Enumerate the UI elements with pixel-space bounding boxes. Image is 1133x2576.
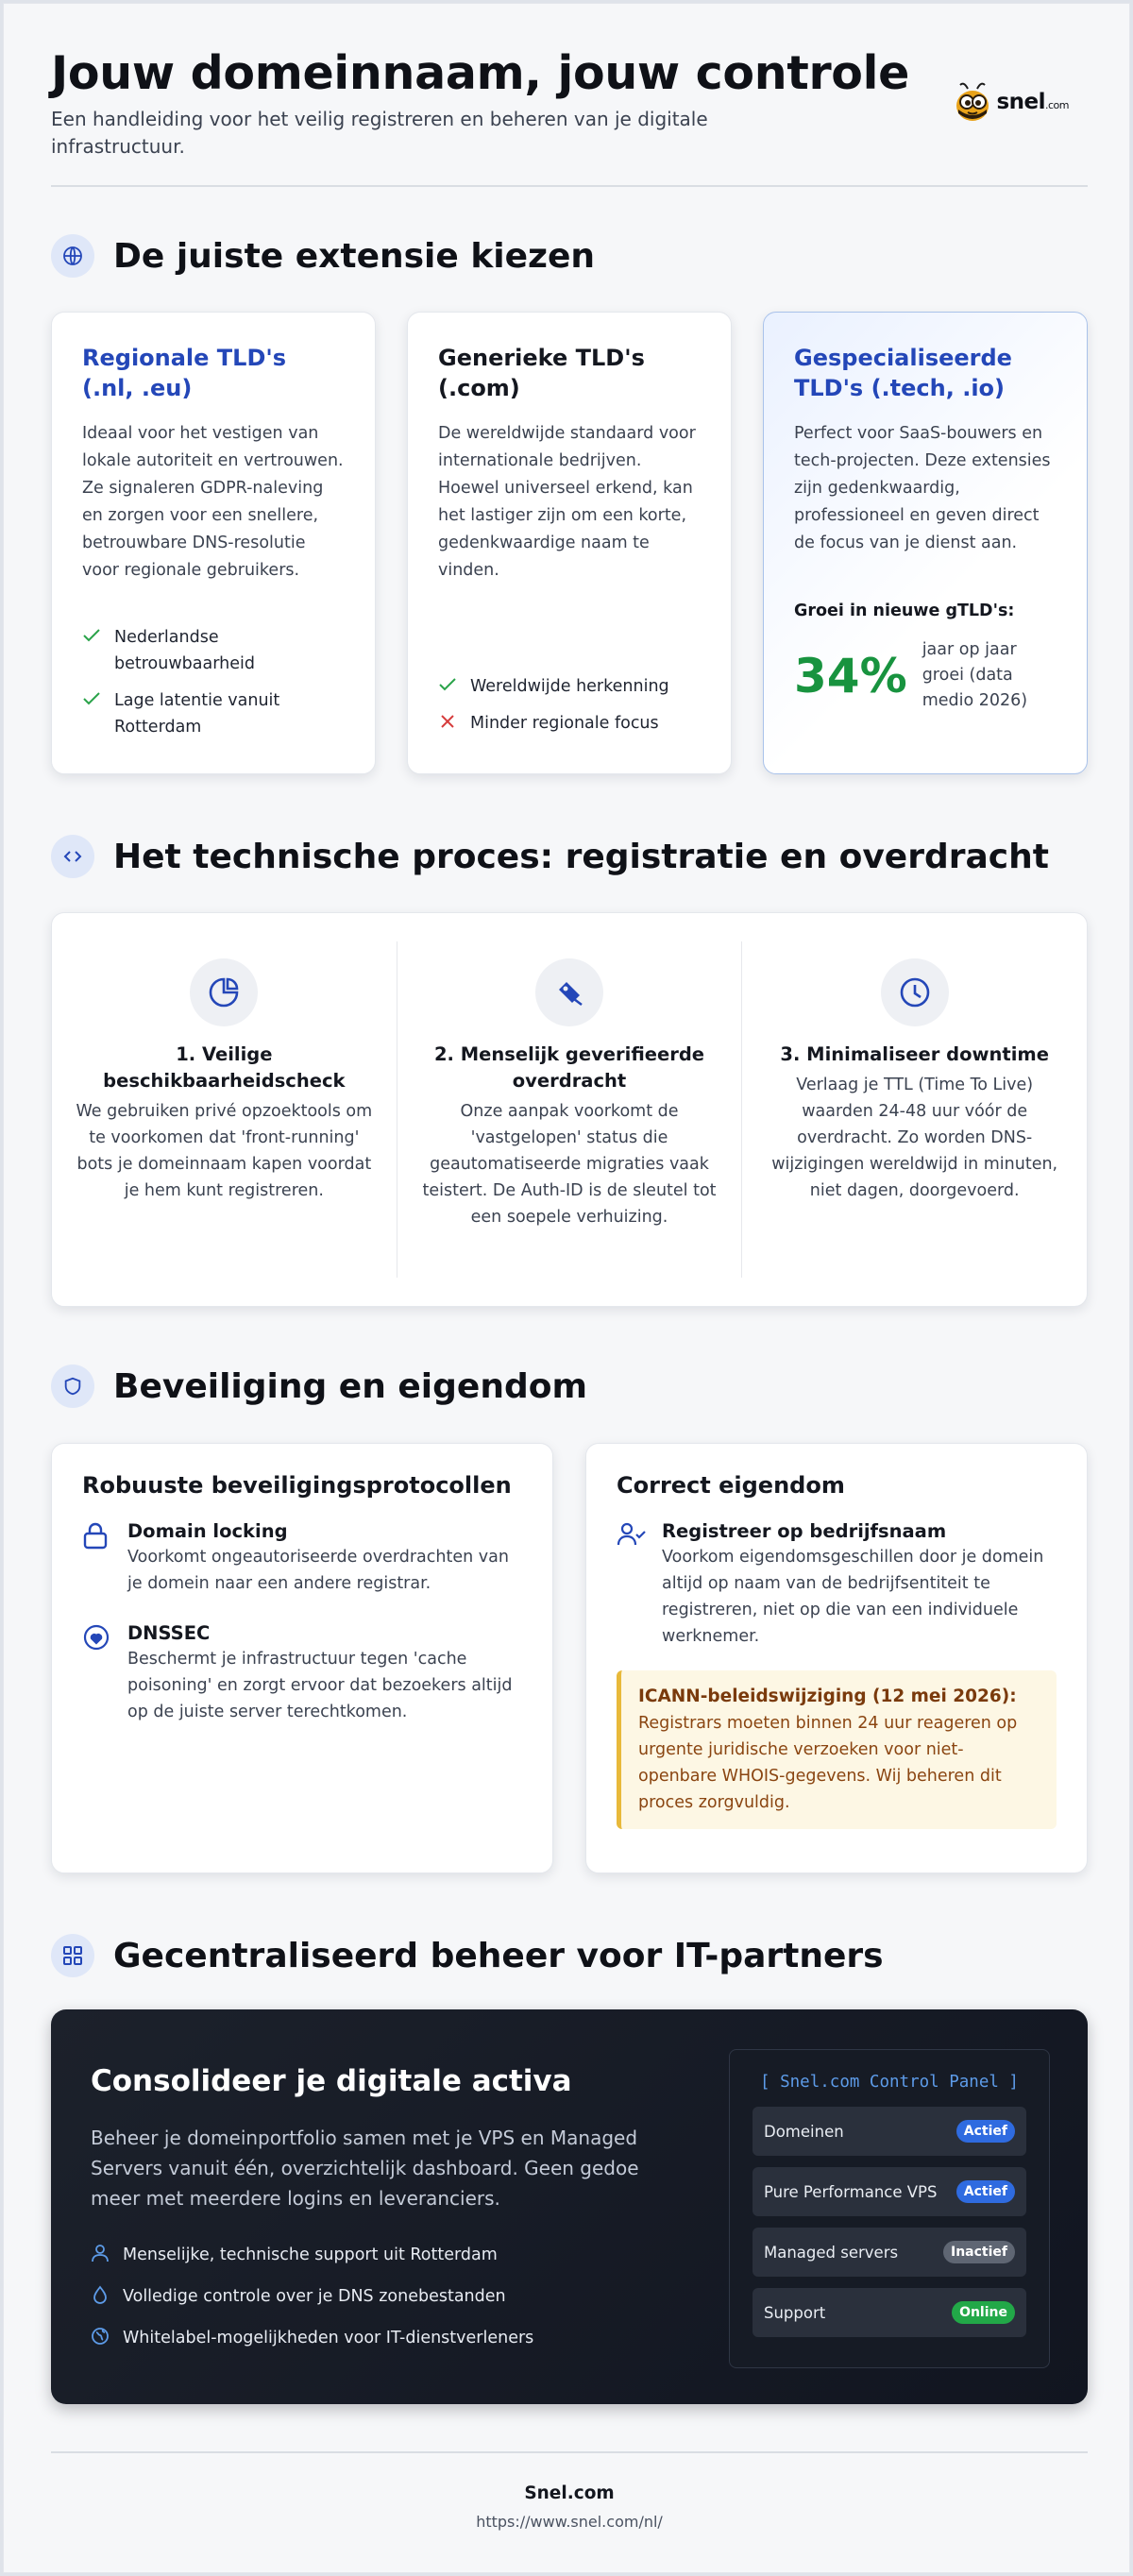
process-step bbox=[742, 941, 1087, 1278]
page-footer bbox=[51, 2451, 1088, 2531]
page-subtitle: Een handleiding voor het veilig registreren en beheren van je digitale infrastructuur. bbox=[51, 108, 708, 158]
step-body: We gebruiken privé opzoektools om te voorkomen dat 'front-running' bots je domeinnaam kapen voordat je hem kunt registreren. bbox=[76, 1102, 373, 1200]
item-title: DNSSEC bbox=[127, 1622, 211, 1644]
brand-logo[interactable] bbox=[955, 81, 1069, 123]
section-heading-security bbox=[51, 1364, 587, 1408]
item-title: Registreer op bedrijfsnaam bbox=[662, 1520, 947, 1542]
control-panel-row[interactable] bbox=[753, 2167, 1026, 2216]
section-heading-process bbox=[51, 835, 1049, 878]
page-title: Jouw domeinnaam, jouw controle bbox=[51, 46, 910, 100]
footer-url[interactable]: https://www.snel.com/nl/ bbox=[476, 2513, 663, 2531]
list-item: Menselijke, technische support uit Rotterdam bbox=[91, 2234, 533, 2276]
feature-list bbox=[82, 624, 356, 751]
tld-card-generic bbox=[407, 312, 732, 774]
lock-icon bbox=[82, 1519, 112, 1597]
tld-card-specialized bbox=[763, 312, 1088, 774]
section-title: Beveiliging en eigendom bbox=[113, 1366, 587, 1406]
cross-icon bbox=[438, 710, 457, 728]
card-title: Gespecialiseerde TLD's (.tech, .io) bbox=[794, 345, 1012, 401]
check-icon bbox=[82, 624, 101, 642]
globe-icon bbox=[91, 2327, 110, 2350]
step-title: 2. Menselijk geverifieerde overdracht bbox=[433, 1043, 705, 1092]
feature-list bbox=[91, 2234, 533, 2359]
panel-title: Consolideer je digitale activa bbox=[91, 2064, 572, 2098]
control-panel-row[interactable] bbox=[753, 2107, 1026, 2156]
panel-description: Beheer je domeinportfolio samen met je VPS en Managed Servers vanuit één, overzichtelijk dashboard. Geen gedoe meer met meerdere logins en leveranciers. bbox=[91, 2127, 639, 2210]
status-badge: Actief bbox=[956, 2180, 1015, 2203]
step-body: Onze aanpak voorkomt de 'vastgelopen' status die geautomatiseerde migraties vaak teistert. De Auth-ID is de sleutel tot een soepele verhuizing. bbox=[422, 1102, 717, 1227]
list-item: Whitelabel-mogelijkheden voor IT-dienstverleners bbox=[91, 2317, 533, 2359]
droplet-icon bbox=[91, 2285, 110, 2309]
footer-name: Snel.com bbox=[524, 2483, 615, 2503]
control-panel-title: [ Snel.com Control Panel ] bbox=[760, 2073, 1019, 2092]
shield-search-icon bbox=[190, 958, 258, 1026]
step-title: 3. Minimaliseer downtime bbox=[780, 1043, 1049, 1065]
process-card bbox=[51, 912, 1088, 1307]
bee-mascot-icon bbox=[955, 81, 992, 123]
card-title: Regionale TLD's (.nl, .eu) bbox=[82, 345, 287, 401]
notice-body: Registrars moeten binnen 24 uur reageren op urgente juridische verzoeken voor niet-openbare WHOIS-gegevens. Wij beheren dit proces zorgvuldig. bbox=[638, 1714, 1018, 1812]
step-title: 1. Veilige beschikbaarheidscheck bbox=[103, 1043, 346, 1092]
tld-card-regional bbox=[51, 312, 376, 774]
status-badge: Online bbox=[952, 2301, 1015, 2324]
notice-title: ICANN-beleidswijziging (12 mei 2026): bbox=[638, 1686, 1017, 1706]
page bbox=[3, 3, 1130, 2573]
page-header bbox=[51, 45, 1088, 187]
list-item: Wereldwijde herkenning bbox=[438, 673, 712, 700]
process-step bbox=[52, 941, 397, 1278]
control-panel-row[interactable] bbox=[753, 2228, 1026, 2277]
status-badge: Inactief bbox=[943, 2241, 1015, 2263]
growth-label: Groei in nieuwe gTLD's: bbox=[794, 602, 1015, 620]
management-panel bbox=[51, 2009, 1088, 2404]
growth-stat bbox=[794, 637, 1036, 714]
ownership-card bbox=[585, 1443, 1088, 1873]
section-title: Het technische proces: registratie en overdracht bbox=[113, 837, 1049, 876]
security-item bbox=[82, 1519, 522, 1597]
feature-list bbox=[438, 673, 712, 747]
section-heading-extensions bbox=[51, 234, 595, 278]
check-icon bbox=[82, 687, 101, 705]
user-icon bbox=[91, 2244, 110, 2267]
shield-heart-icon bbox=[82, 1621, 112, 1725]
card-title: Robuuste beveiligingsprotocollen bbox=[82, 1472, 512, 1499]
growth-note: jaar op jaar groei (data medio 2026) bbox=[922, 640, 1028, 710]
logo-text: snel.com bbox=[996, 90, 1069, 114]
clock-icon bbox=[881, 958, 949, 1026]
ownership-item bbox=[617, 1519, 1057, 1650]
list-item: Minder regionale focus bbox=[438, 710, 712, 737]
step-body: Verlaag je TTL (Time To Live) waarden 24-48 uur vóór de overdracht. Zo worden DNS-wijzigingen wereldwijd in minuten, niet dagen, doorgevoerd. bbox=[771, 1076, 1058, 1200]
item-body: Voorkom eigendomsgeschillen door je domein altijd op naam van de bedrijfsentiteit te registreren, niet op die van een individuele werknemer. bbox=[662, 1548, 1044, 1646]
row-label: Support bbox=[764, 2303, 826, 2322]
globe-icon bbox=[51, 234, 94, 278]
check-icon bbox=[438, 673, 457, 691]
item-title: Domain locking bbox=[127, 1520, 288, 1542]
row-label: Managed servers bbox=[764, 2243, 899, 2262]
tag-key-icon bbox=[535, 958, 603, 1026]
section-title: De juiste extensie kiezen bbox=[113, 236, 596, 276]
card-body: De wereldwijde standaard voor internationale bedrijven. Hoewel universeel erkend, kan het lastiger zijn om een korte, gedenkwaardige naam te vinden. bbox=[438, 424, 696, 580]
process-step bbox=[397, 941, 743, 1278]
grid-icon bbox=[51, 1934, 94, 1977]
item-body: Voorkomt ongeautoriseerde overdrachten van je domein naar een andere registrar. bbox=[127, 1548, 509, 1593]
section-heading-management bbox=[51, 1934, 884, 1977]
card-title: Generieke TLD's (.com) bbox=[438, 345, 645, 401]
status-badge: Actief bbox=[956, 2120, 1015, 2143]
card-body: Perfect voor SaaS-bouwers en tech-projecten. Deze extensies zijn gedenkwaardig, professioneel en geven direct de focus van je dienst aan. bbox=[794, 424, 1051, 552]
list-item: Volledige controle over je DNS zonebestanden bbox=[91, 2276, 533, 2317]
row-label: Pure Performance VPS bbox=[764, 2182, 938, 2201]
security-protocols-card bbox=[51, 1443, 553, 1873]
control-panel-preview bbox=[729, 2049, 1050, 2368]
security-item bbox=[82, 1621, 522, 1725]
shield-icon bbox=[51, 1364, 94, 1408]
list-item: Nederlandse betrouwbaarheid bbox=[82, 624, 356, 677]
item-body: Beschermt je infrastructuur tegen 'cache poisoning' en zorgt ervoor dat bezoekers altijd op de juiste server terechtkomen. bbox=[127, 1650, 513, 1721]
card-title: Correct eigendom bbox=[617, 1472, 845, 1499]
growth-value: 34% bbox=[794, 648, 907, 703]
user-check-icon bbox=[617, 1519, 647, 1650]
card-body: Ideaal voor het vestigen van lokale autoriteit en vertrouwen. Ze signaleren GDPR-naleving en zorgen voor een snellere, betrouwbare DNS-resolutie voor regionale gebruikers. bbox=[82, 424, 344, 580]
row-label: Domeinen bbox=[764, 2122, 844, 2141]
list-item: Lage latentie vanuit Rotterdam bbox=[82, 687, 356, 740]
section-title: Gecentraliseerd beheer voor IT-partners bbox=[113, 1936, 884, 1975]
code-icon bbox=[51, 835, 94, 878]
policy-notice bbox=[617, 1670, 1057, 1829]
control-panel-row[interactable] bbox=[753, 2288, 1026, 2337]
